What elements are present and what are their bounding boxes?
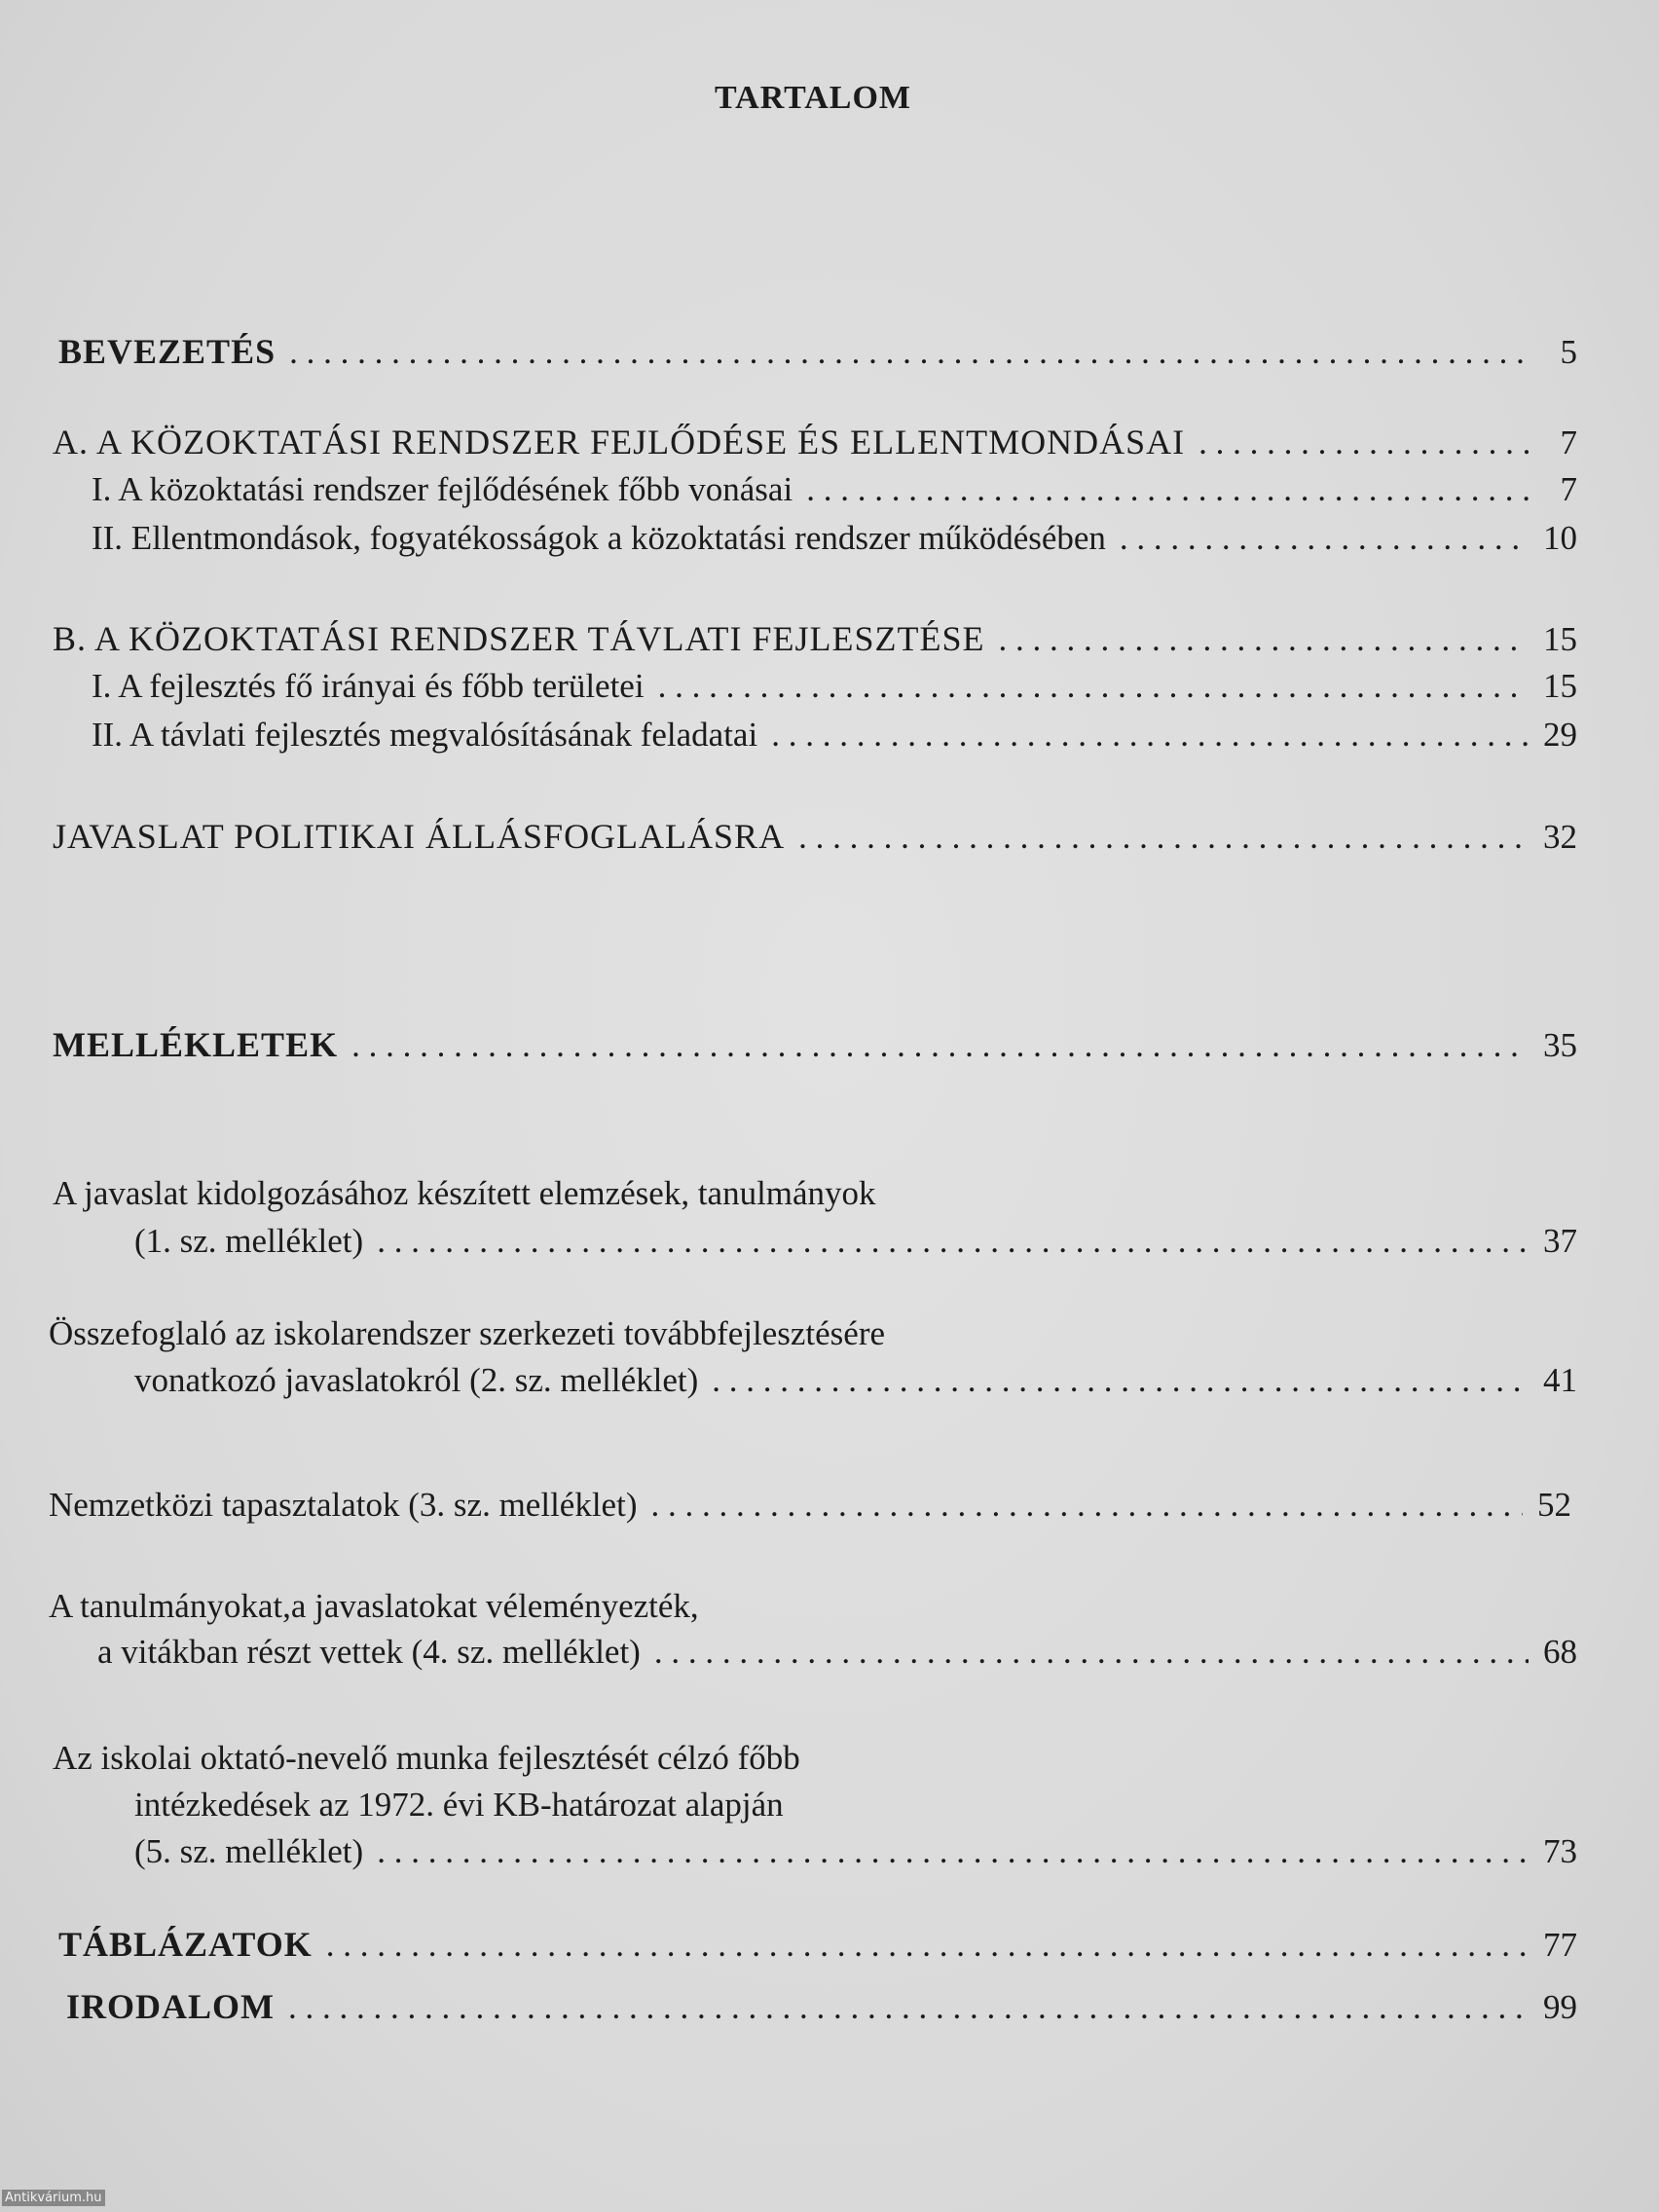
toc-entry-b-2 [92,716,1577,764]
toc-leader-dots [288,1988,1529,2027]
toc-page-number: 37 [1543,1222,1577,1260]
toc-leader-dots [806,470,1529,509]
toc-leader-dots [1120,519,1529,558]
toc-entry-a-2 [92,519,1577,568]
toc-leader-dots [351,1026,1529,1065]
toc-entry-label: II. A távlati fejlesztés megvalósításának feladatai [92,716,758,754]
toc-entry-label: (5. sz. melléklet) [134,1832,364,1870]
toc-entry-tablazatok [58,1924,1577,1972]
toc-leader-dots [377,1222,1529,1261]
toc-entry-m4 [97,1633,1577,1681]
toc-entry-a [53,422,1577,470]
toc-leader-dots [998,620,1529,659]
toc-page-number: 99 [1543,1988,1577,2026]
toc-entry-b-1 [92,667,1577,716]
toc-entry-m3 [49,1486,1571,1534]
toc-entry-m4-line1: A tanulmányokat,a javaslatokat véleményezték, [49,1587,699,1625]
toc-entry-bevezetes [58,331,1577,380]
toc-entry-label: I. A fejlesztés fő irányai és főbb területei [92,667,645,705]
toc-page-number: 15 [1543,620,1577,658]
toc-entry-label: a vitákban részt vettek (4. sz. melléklet) [97,1633,641,1671]
toc-page-number: 7 [1560,424,1577,461]
toc-entry-label: B. A KÖZOKTATÁSI RENDSZER TÁVLATI FEJLESZTÉSE [53,619,985,658]
toc-entry-label: I. A közoktatási rendszer fejlődésének főbb vonásai [92,470,793,508]
toc-entry-m5 [134,1832,1577,1881]
toc-entry-label: BEVEZETÉS [58,332,276,371]
toc-entry-label: Nemzetközi tapasztalatok (3. sz. melléklet) [49,1486,638,1524]
toc-entry-label: II. Ellentmondások, fogyatékosságok a közoktatási rendszer működésében [92,519,1106,557]
toc-page-number: 35 [1543,1026,1577,1064]
toc-page-number: 7 [1560,470,1577,508]
toc-entry-irodalom [66,1986,1577,2035]
toc-leader-dots [658,667,1529,706]
toc-entry-m5-line2: intézkedések az 1972. évi KB-határozat alapján [134,1786,784,1824]
toc-page-number: 29 [1543,716,1577,754]
toc-leader-dots [377,1832,1529,1871]
page-title: TARTALOM [715,80,911,116]
toc-page-number: 77 [1543,1926,1577,1964]
toc-leader-dots [712,1361,1529,1400]
toc-page-number: 15 [1543,667,1577,705]
toc-entry-b [53,618,1577,667]
toc-leader-dots [798,818,1529,857]
toc-page-number: 41 [1543,1361,1577,1399]
toc-leader-dots [326,1926,1529,1965]
toc-leader-dots [771,716,1529,755]
toc-entry-label: A. A KÖZOKTATÁSI RENDSZER FEJLŐDÉSE ÉS ELLENTMONDÁSAI [53,423,1186,461]
toc-entry-label: IRODALOM [66,1987,275,2026]
toc-entry-a-1 [92,470,1577,519]
toc-entry-m1-line1: A javaslat kidolgozásához készített elemzések, tanulmányok [53,1174,876,1212]
toc-entry-m1 [134,1222,1577,1271]
toc-page-number: 32 [1543,818,1577,856]
watermark: Antikvárium.hu [2,2190,105,2206]
toc-entry-mellekletek [53,1024,1577,1073]
toc-leader-dots [289,333,1529,372]
toc-entry-label: (1. sz. melléklet) [134,1222,364,1260]
toc-leader-dots [1198,424,1529,462]
toc-page-number: 73 [1543,1832,1577,1870]
toc-entry-label: vonatkozó javaslatokról (2. sz. melléklet) [134,1361,699,1399]
toc-entry-m2 [134,1361,1577,1410]
toc-page-number: 10 [1543,519,1577,557]
toc-entry-m5-line1: Az iskolai oktató-nevelő munka fejlesztését célzó főbb [53,1739,800,1777]
toc-entry-javaslat [53,816,1577,865]
toc-leader-dots [650,1486,1523,1525]
toc-page-number: 68 [1543,1633,1577,1671]
toc-leader-dots [654,1633,1529,1672]
toc-entry-label: JAVASLAT POLITIKAI ÁLLÁSFOGLALÁSRA [53,817,786,856]
toc-entry-m2-line1: Összefoglaló az iskolarendszer szerkezeti továbbfejlesztésére [49,1314,886,1352]
toc-entry-label: MELLÉKLETEK [53,1025,339,1064]
toc-page-number: 52 [1537,1486,1571,1524]
toc-entry-label: TÁBLÁZATOK [58,1925,313,1964]
toc-page-number: 5 [1560,333,1577,371]
